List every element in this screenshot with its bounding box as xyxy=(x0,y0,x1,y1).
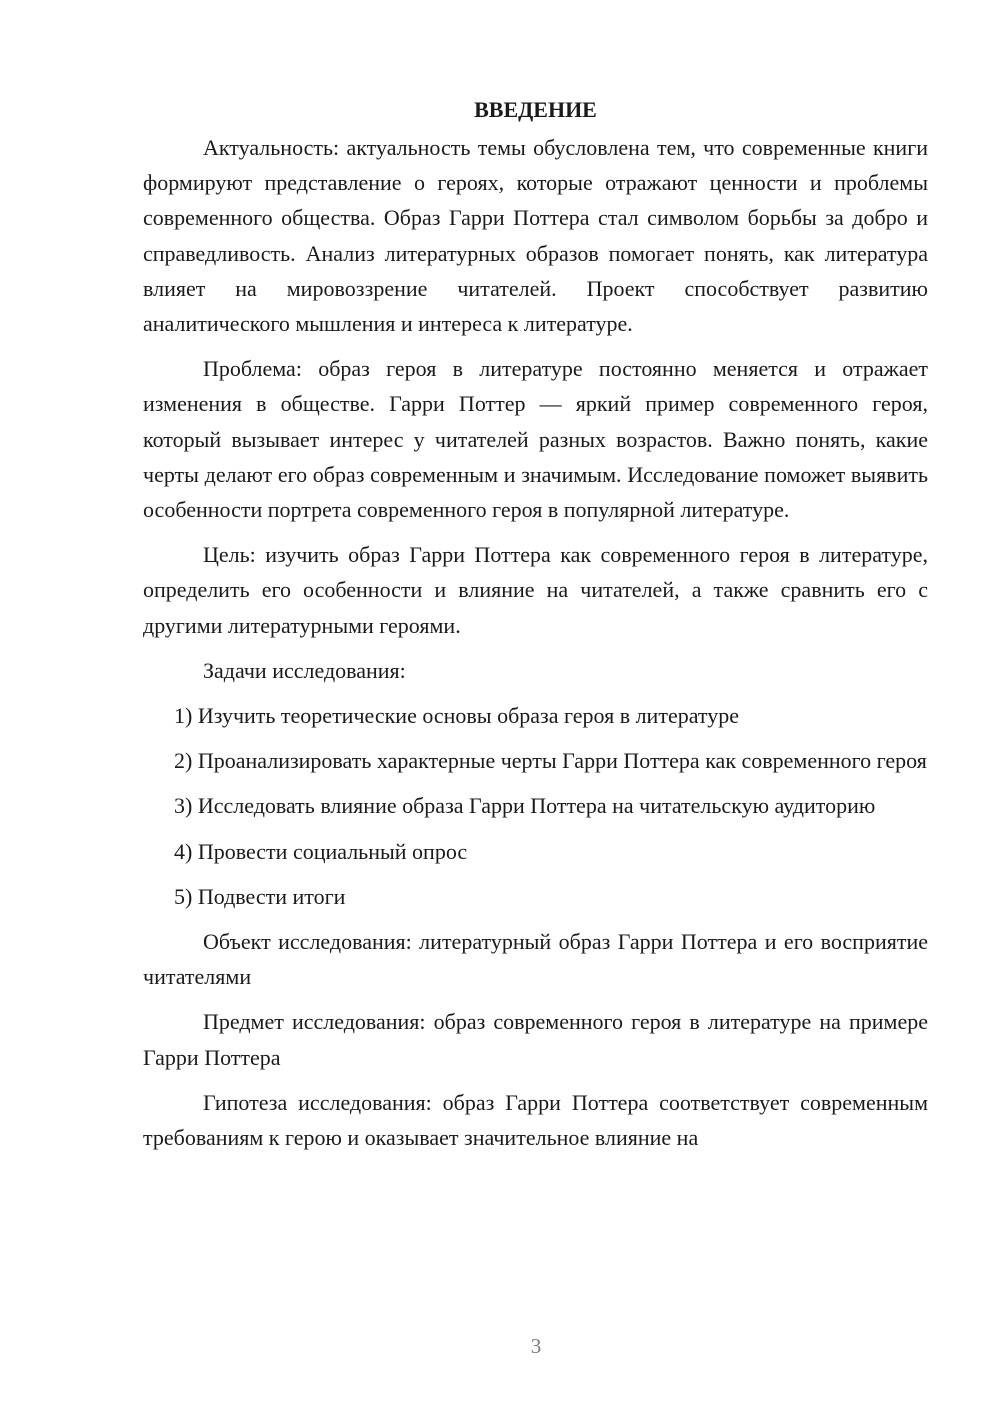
task-item-4: 4) Провести социальный опрос xyxy=(174,838,468,864)
document-page xyxy=(143,92,928,1165)
tasks-heading: Задачи исследования: xyxy=(203,657,406,683)
object-paragraph: Объект исследования: литературный образ Гарри Поттера и его восприятие читателями xyxy=(143,929,928,990)
problem-paragraph: Проблема: образ героя в литературе постоянно меняется и отражает изменения в обществе. Гарри Поттер — яркий пример современного героя, который вызывает интерес у читателей разных возрастов. Важно понять, какие черты делают его образ современным и значимым. Исследование поможет выявить особенности портрета современного героя в популярной литературе. xyxy=(143,356,928,523)
hypothesis-paragraph: Гипотеза исследования: образ Гарри Поттера соответствует современным требованиям к герою и оказывает значительное влияние на xyxy=(143,1089,928,1151)
task-item-3: 3) Исследовать влияние образа Гарри Поттера на читательскую аудиторию xyxy=(174,793,876,819)
section-title: ВВЕДЕНИЕ xyxy=(474,97,597,122)
task-item-5: 5) Подвести итоги xyxy=(174,883,346,909)
page-number: 3 xyxy=(530,1334,542,1358)
task-item-1: 1) Изучить теоретические основы образа героя в литературе xyxy=(174,703,739,729)
subject-paragraph: Предмет исследования: образ современного героя в литературе на примере Гарри Поттера xyxy=(143,1009,928,1070)
relevance-paragraph: Актуальность: актуальность темы обусловлена тем, что современные книги формируют представление о героях, которые отражают ценности и проблемы современного общества. Образ Гарри Поттера стал символом борьбы за добро и справедливость. Анализ литературных образов помогает понять, как литература влияет на мировоззрение читателей. Проект способствует развитию аналитического мышления и интереса к литературе. xyxy=(143,135,928,337)
goal-paragraph: Цель: изучить образ Гарри Поттера как современного героя в литературе, определить его особенности и влияние на читателей, а также сравнить его с другими литературными героями. xyxy=(143,542,928,638)
task-item-2: 2) Проанализировать характерные черты Гарри Поттера как современного героя xyxy=(174,748,927,774)
